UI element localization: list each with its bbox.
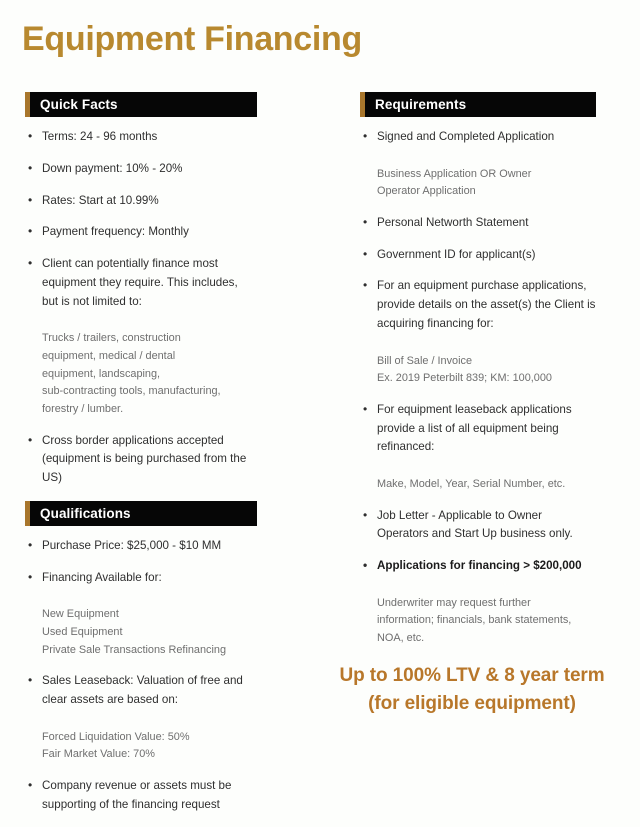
list-item-text: • Cross border applications accepted (equipment is being purchased from the US): [42, 433, 247, 485]
section-header-quick-facts: [25, 92, 257, 117]
list-item: [25, 128, 257, 147]
section-header-qualifications: [25, 501, 257, 526]
list-item-text: • Financing Available for:: [42, 570, 162, 584]
list-item-text: • Purchase Price: $25,000 - $10 MM: [42, 538, 222, 552]
tagline-line-2: (for eligible equipment): [368, 692, 576, 714]
section-title-quick-facts: Quick Facts: [40, 97, 118, 112]
subtext-line: Underwriter may request further: [377, 596, 531, 609]
list-item: [360, 557, 596, 648]
subtext-line: Trucks / trailers, construction: [42, 332, 181, 345]
list-item-text: • Terms: 24 - 96 months: [42, 130, 158, 143]
requirements-list: [360, 128, 596, 648]
list-item-subtext: [42, 313, 257, 418]
qualifications-list: [25, 537, 257, 815]
list-item-subtext: [377, 149, 596, 201]
list-item: [25, 672, 257, 764]
footer-tagline: [322, 662, 622, 717]
list-item-text: • Payment frequency: Monthly: [42, 225, 189, 239]
list-item-text: • Rates: Start at 10.99%: [42, 193, 159, 207]
subtext-line: forestry / lumber.: [42, 402, 124, 415]
tagline-line-1: Up to 100% LTV & 8 year term: [339, 665, 605, 686]
list-item: [360, 128, 596, 201]
list-item: [25, 569, 257, 660]
subtext-line: Business Application OR Owner: [377, 167, 532, 180]
list-item-subtext: [377, 336, 596, 388]
list-item: [25, 223, 257, 242]
list-item-text: • Personal Networth Statement: [377, 215, 529, 229]
subtext-line: information; financials, bank statements,: [377, 614, 572, 627]
subtext-line: Fair Market Value: 70%: [42, 748, 155, 761]
list-item: [25, 192, 257, 211]
list-item-subtext: [377, 578, 596, 648]
list-item-subtext: [42, 589, 257, 659]
list-item-text: • Client can potentially finance most equipment they require. This includes, but is not limited to:: [42, 257, 238, 308]
list-item-text: • For equipment leaseback applications provide a list of all equipment being refinanced:: [377, 402, 572, 454]
subtext-line: Ex. 2019 Peterbilt 839; KM: 100,000: [377, 372, 552, 385]
list-item: [25, 537, 257, 556]
left-column: [25, 92, 257, 827]
list-item-subtext: [377, 459, 596, 493]
list-item: [360, 401, 596, 494]
list-item-text: • Down payment: 10% - 20%: [42, 161, 183, 175]
list-item-text: • For an equipment purchase applications, provide details on the asset(s) the Client is acquiring financing for:: [377, 279, 596, 330]
section-title-requirements: Requirements: [375, 97, 467, 112]
list-item-text: • Job Letter - Applicable to Owner Operators and Start Up business only.: [377, 508, 573, 541]
section-title-qualifications: Qualifications: [40, 505, 131, 521]
list-item: [25, 777, 257, 815]
subtext-line: New Equipment: [42, 608, 119, 621]
list-item-text: • Applications for financing > $200,000: [377, 559, 582, 573]
list-item: [360, 246, 596, 265]
list-item: [25, 255, 257, 418]
list-item-text: • Signed and Completed Application: [377, 130, 555, 143]
subtext-line: Forced Liquidation Value: 50%: [42, 730, 190, 743]
subtext-line: equipment, medical / dental: [42, 349, 176, 362]
subtext-line: Private Sale Transactions Refinancing: [42, 643, 227, 656]
list-item: [360, 507, 596, 545]
section-header-requirements: [360, 92, 596, 117]
list-item-subtext: [42, 712, 257, 764]
subtext-line: Operator Application: [377, 185, 476, 198]
list-item: [25, 432, 257, 488]
list-item: [360, 214, 596, 233]
list-item-text: • Company revenue or assets must be supporting of the financing request: [42, 778, 232, 811]
subtext-line: Bill of Sale / Invoice: [377, 354, 473, 367]
page-title: Equipment Financing: [22, 20, 362, 58]
right-column: [360, 92, 596, 661]
subtext-line: sub-contracting tools, manufacturing,: [42, 385, 221, 398]
list-item-text: • Government ID for applicant(s): [377, 247, 536, 261]
list-item: [25, 160, 257, 179]
subtext-line: Used Equipment: [42, 625, 123, 638]
quick-facts-list: [25, 128, 257, 488]
subtext-line: equipment, landscaping,: [42, 367, 161, 380]
list-item: [360, 277, 596, 387]
subtext-line: NOA, etc.: [377, 632, 425, 645]
list-item-text: • Sales Leaseback: Valuation of free and clear assets are based on:: [42, 674, 243, 706]
subtext-line: Make, Model, Year, Serial Number, etc.: [377, 478, 566, 490]
